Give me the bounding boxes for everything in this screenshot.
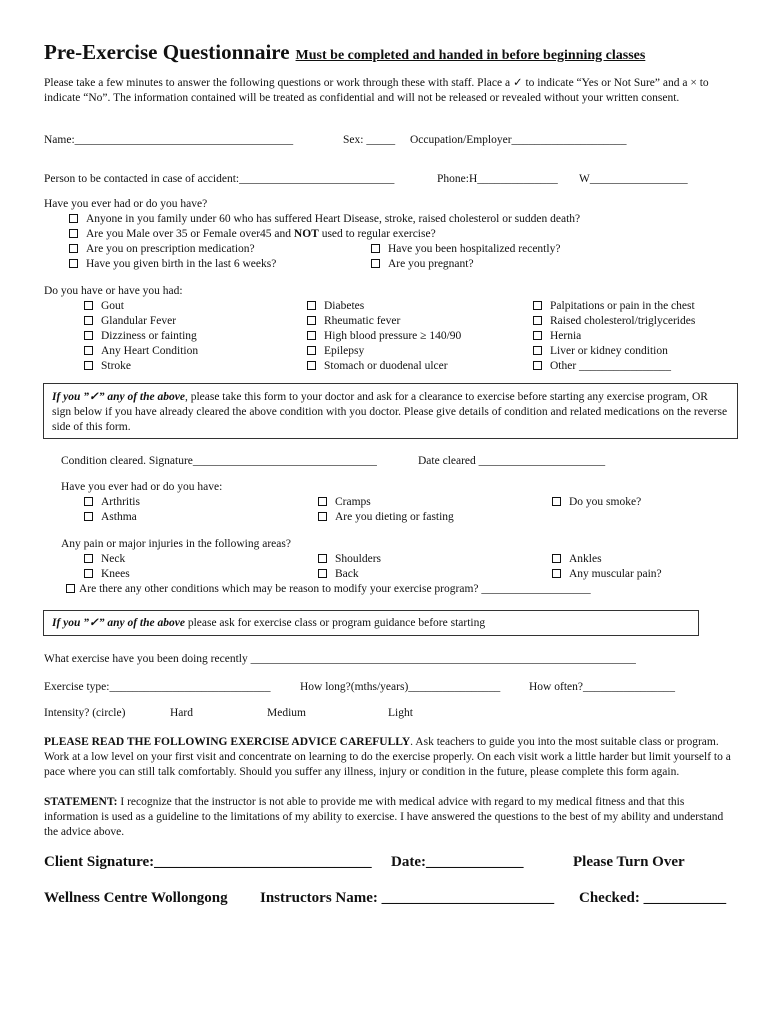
question-medication (69, 242, 255, 257)
advice-paragraph (44, 735, 732, 780)
checkbox[interactable] (318, 497, 327, 506)
notice-text (52, 390, 728, 435)
checkbox[interactable] (84, 497, 93, 506)
emphasis-not: NOT (293, 228, 319, 240)
condition-label: Stomach or duodenal ulcer (324, 360, 448, 372)
guidance-notice (43, 610, 699, 636)
intro-paragraph: Please take a few minutes to answer the following questions or work through these with staff. Place a ✓ to indicate “Yes or Not Sure” and a × to indicate “No”. The information contained will be treated as confidential and will not be released or revealed without your written consent. (44, 77, 709, 104)
checkbox[interactable] (69, 214, 78, 223)
condition-label: Raised cholesterol/triglycerides (550, 315, 696, 327)
injury-item (318, 552, 381, 567)
condition-label: Do you smoke? (569, 496, 642, 508)
question-text: Have you given birth in the last 6 weeks? (86, 258, 277, 270)
guidance-lead: If you ”✓” any of the above (52, 617, 185, 629)
checkbox[interactable] (307, 331, 316, 340)
condition-item (84, 314, 176, 329)
injury-label: Any muscular pain? (569, 568, 662, 580)
checkbox[interactable] (66, 584, 75, 593)
advice-heading: PLEASE READ THE FOLLOWING EXERCISE ADVICE CAREFULLY (44, 736, 411, 748)
checkbox[interactable] (318, 569, 327, 578)
clearance-date-field[interactable]: Date cleared ______________________ (418, 455, 606, 467)
question-text: Are you pregnant? (388, 258, 474, 270)
exercise-type-field[interactable]: Exercise type:____________________________ (44, 681, 271, 693)
condition-label: Cramps (335, 496, 371, 508)
injury-label: Ankles (569, 553, 602, 565)
checkbox[interactable] (69, 229, 78, 238)
question-text: Have you been hospitalized recently? (388, 243, 561, 255)
condition-item (318, 495, 371, 510)
condition-label: Palpitations or pain in the chest (550, 300, 695, 312)
condition-item (84, 299, 124, 314)
condition-item (552, 495, 641, 510)
guidance-body: please ask for exercise class or program guidance before starting (184, 617, 486, 629)
phone-home-field[interactable]: Phone:H______________ (437, 173, 558, 185)
condition-item (307, 314, 400, 329)
intensity-medium[interactable]: Medium (267, 707, 306, 719)
condition-item (533, 314, 695, 329)
question-text: Are you Male over 35 or Female over45 and (86, 228, 292, 240)
checkbox[interactable] (533, 316, 542, 325)
date-field[interactable]: Date:_____________ (391, 854, 524, 870)
checkbox[interactable] (307, 346, 316, 355)
condition-item (307, 329, 461, 344)
notice-body: , please take this form to your doctor and ask for a clearance to exercise before starting any exercise program, OR sign below if you have already cleared the above condition with you doctor. Please give details of condition and related medications on the reverse side of this form. (52, 391, 728, 433)
injury-label: Knees (101, 568, 130, 580)
checkbox[interactable] (84, 346, 93, 355)
question-age-exercise (69, 227, 436, 242)
instructor-name-field[interactable]: Instructors Name: _______________________ (260, 890, 555, 906)
title-text: Pre-Exercise Questionnaire (44, 40, 290, 64)
checkbox[interactable] (318, 554, 327, 563)
clearance-signature-field[interactable]: Condition cleared. Signature________________________________ (61, 455, 377, 467)
how-often-field[interactable]: How often?________________ (529, 681, 675, 693)
doctor-clearance-notice (43, 383, 738, 439)
statement-label: STATEMENT: (44, 796, 118, 808)
advice-body: . Ask teachers to guide you into the most suitable class or program. Work at a low level on your first visit and concentrate on learning to do the exercise properly. On each visit work a little harder but limit yourself to a pace where you can still talk comfortably. Should you suffer any illness, injury or condition in the future, please complete this form again. (44, 736, 731, 778)
condition-label: Glandular Fever (101, 315, 177, 327)
checkbox[interactable] (533, 361, 542, 370)
checkbox[interactable] (84, 316, 93, 325)
section1-heading: Have you ever had or do you have? (44, 198, 208, 210)
condition-label: Asthma (101, 511, 137, 523)
section3-heading: Have you ever had or do you have: (61, 481, 223, 493)
injury-label: Neck (101, 553, 126, 565)
statement-body: I recognize that the instructor is not able to provide me with medical advice with regard to my medical fitness and that this information is used as a guideline to the limitations of my ability to exercise. I have answered the questions to the best of my ability and understand the advice above. (44, 796, 724, 838)
checkbox[interactable] (69, 244, 78, 253)
condition-item (307, 344, 364, 359)
condition-label: Are you dieting or fasting (335, 511, 454, 523)
phone-work-field[interactable]: W_________________ (579, 173, 688, 185)
condition-item (84, 359, 131, 374)
injury-item (84, 567, 130, 582)
checkbox[interactable] (552, 569, 561, 578)
checkbox[interactable] (84, 361, 93, 370)
condition-item (84, 510, 137, 525)
recent-exercise-field[interactable]: What exercise have you been doing recently ___________________________________________________________________ (44, 653, 636, 665)
checkbox[interactable] (533, 346, 542, 355)
checkbox[interactable] (307, 316, 316, 325)
emergency-contact-field[interactable]: Person to be contacted in case of accident:___________________________ (44, 173, 395, 185)
guidance-text (52, 616, 485, 631)
checkbox[interactable] (69, 259, 78, 268)
checkbox[interactable] (371, 259, 380, 268)
name-field[interactable]: Name:______________________________________ (44, 134, 294, 146)
condition-label: Rheumatic fever (324, 315, 401, 327)
question-text: Are you on prescription medication? (86, 243, 255, 255)
checkbox[interactable] (84, 331, 93, 340)
section4-heading: Any pain or major injuries in the following areas? (61, 538, 291, 550)
injury-label: Shoulders (335, 553, 381, 565)
checkbox[interactable] (307, 361, 316, 370)
checkbox[interactable] (84, 301, 93, 310)
condition-item (307, 299, 364, 314)
checkbox[interactable] (371, 244, 380, 253)
condition-item (318, 510, 454, 525)
sex-field[interactable]: Sex: _____ (343, 134, 396, 146)
condition-label: Arthritis (101, 496, 140, 508)
condition-item (533, 344, 668, 359)
checkbox[interactable] (84, 554, 93, 563)
checkbox[interactable] (552, 554, 561, 563)
injury-item (84, 552, 125, 567)
condition-label: Dizziness or fainting (101, 330, 197, 342)
checkbox[interactable] (84, 512, 93, 521)
checkbox[interactable] (552, 497, 561, 506)
condition-label: Diabetes (324, 300, 365, 312)
injury-item (318, 567, 359, 582)
condition-item (533, 299, 695, 314)
centre-name: Wellness Centre Wollongong (44, 890, 228, 906)
condition-label: High blood pressure ≥ 140/90 (324, 330, 462, 342)
condition-item (84, 329, 197, 344)
condition-item (533, 329, 581, 344)
condition-item (533, 359, 671, 374)
checkbox[interactable] (533, 301, 542, 310)
condition-label: Hernia (550, 330, 582, 342)
section2-heading: Do you have or have you had: (44, 285, 183, 297)
client-signature-field[interactable]: Client Signature:_____________________________ (44, 854, 372, 870)
page-title (44, 40, 645, 65)
condition-label: Other ________________ (550, 360, 672, 372)
condition-label: Liver or kidney condition (550, 345, 668, 357)
condition-label: Epilepsy (324, 345, 365, 357)
other-conditions-question (66, 582, 591, 597)
question-text: used to regular exercise? (321, 228, 436, 240)
injury-item (552, 552, 602, 567)
subtitle-text: Must be completed and handed in before beginning classes (295, 48, 646, 63)
checkbox[interactable] (318, 512, 327, 521)
notice-lead: If you ”✓” any of the above (52, 391, 185, 403)
question-family-history (69, 212, 580, 227)
statement-paragraph (44, 795, 732, 840)
intensity-hard[interactable]: Hard (170, 707, 193, 719)
condition-label: Any Heart Condition (101, 345, 199, 357)
other-conditions-text: Are there any other conditions which may be reason to modify your exercise program? ___________________ (79, 583, 591, 595)
intensity-light[interactable]: Light (388, 707, 413, 719)
checked-field[interactable]: Checked: ___________ (579, 890, 727, 906)
condition-item (307, 359, 448, 374)
question-birth (69, 257, 276, 272)
question-pregnant (371, 257, 474, 272)
please-turn-over: Please Turn Over (573, 854, 685, 870)
condition-item (84, 495, 140, 510)
condition-label: Stroke (101, 360, 132, 372)
question-text: Anyone in you family under 60 who has suffered Heart Disease, stroke, raised cholesterol or sudden death? (86, 213, 581, 225)
intensity-label: Intensity? (circle) (44, 707, 126, 719)
injury-label: Back (335, 568, 359, 580)
checkbox[interactable] (533, 331, 542, 340)
checkbox[interactable] (307, 301, 316, 310)
checkbox[interactable] (84, 569, 93, 578)
question-hospitalized (371, 242, 560, 257)
condition-item (84, 344, 198, 359)
injury-item (552, 567, 662, 582)
how-long-field[interactable]: How long?(mths/years)________________ (300, 681, 501, 693)
condition-label: Gout (101, 300, 124, 312)
occupation-field[interactable]: Occupation/Employer____________________ (410, 134, 627, 146)
